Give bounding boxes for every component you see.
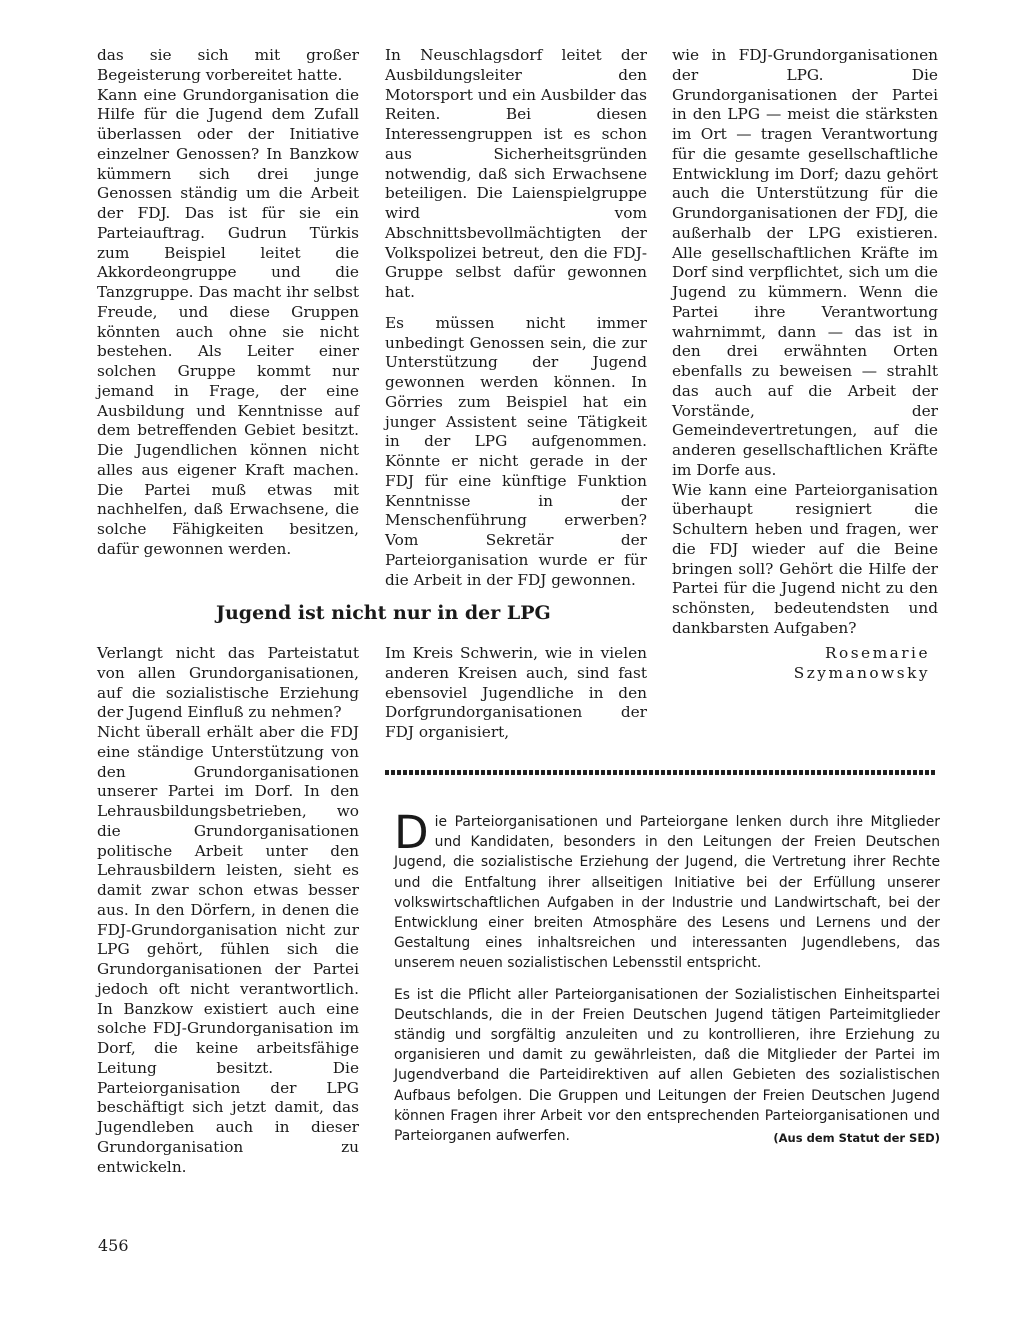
drop-cap: D [394,806,429,859]
paragraph: Wie kann eine Parteiorganisation überhaupt resigniert die Schultern heben und fragen, wer die FDJ wieder auf die Beine bringen soll? Gehört die Hilfe der Partei für die Jugend nicht zu den schönsten, bedeutendsten und dankbarsten Aufgaben? [672,480,938,637]
statute-paragraph-1 [394,806,940,974]
paragraph: Es müssen nicht immer unbedingt Genossen sein, die zur Unterstützung der Jugend gewonnen werden können. In Görries zum Beispiel hat ein junger Assistent seine Tätigkeit in der LPG aufgenommen. Könnte er nicht gerade in der FDJ für eine künftige Funktion Kenntnisse in der Menschenführung erwerben? Vom Sekretär der Parteiorganisation wurde er für die Arbeit in der FDJ gewonnen. [385,313,647,589]
page-number: 456 [98,1236,129,1255]
statute-paragraph-2: Es ist die Pflicht aller Parteiorganisationen der Sozialistischen Einheitspartei Deutschlands, die in der Freien Deutschen Jugend tätigen Parteimitglieder ständig und sorgfältig anzuleiten und zu kontrollieren, ihre Erziehung zu organisieren und damit zu gewährleisten, daß die Mitglieder der Partei im Jugendverband die Parteidirektiven auf allen Gebieten des sozialistischen Aufbaus befolgen. Die Gruppen und Leitungen der Freien Deutschen Jugend können Fragen ihrer Arbeit vor den entsprechenden Parteiorganisationen und Parteiorganen aufwerfen. [394,986,940,1145]
paragraph: Im Kreis Schwerin, wie in vielen anderen Kreisen auch, sind fast ebensoviel Jugendliche in den Dorfgrundorganisationen der FDJ organisiert, [385,644,647,741]
section-heading: Jugend ist nicht nur in der LPG [216,602,551,624]
dotted-separator [385,770,937,775]
column-1-top [97,46,359,560]
paragraph: Nicht überall erhält aber die FDJ eine ständige Unterstützung von den Grundorganisationen unserer Partei im Dorf. In den Lehrausbildungsbetrieben, wo die Grundorganisationen politische Arbeit unter den Lehrausbildern leisten, sieht es damit zwar schon etwas besser aus. In den Dörfern, in denen die FDJ-Grundorganisation nicht zur LPG gehört, fühlen sich die Grundorganisationen der Partei jedoch oft nicht verantwortlich. In Banzkow existiert auch eine solche FDJ-Grundorganisation im Dorf, die keine arbeitsfähige Leitung besitzt. Die Parteiorganisation der LPG beschäftigt sich jetzt damit, das Jugendleben auch in dieser Grundorganisation zu entwickeln. [97,723,359,1176]
author-last-name: Szymanowsky [793,663,930,682]
column-3 [672,46,938,683]
column-2-top [385,46,647,590]
paragraph: Verlangt nicht das Parteistatut von allen Grundorganisationen, auf die sozialistische Erziehung der Jugend Einfluß zu nehmen? [97,644,359,722]
paragraph: Kann eine Grundorganisation die Hilfe für die Jugend dem Zufall überlassen oder der Initiative einzelner Genossen? In Banzkow kümmern sich drei junge Genossen ständig um die Arbeit der FDJ. Das ist für sie ein Parteiauftrag. Gudrun Türkis zum Beispiel leitet die Akkordeongruppe und die Tanzgruppe. Das macht ihr selbst Freude, und diese Gruppen könnten auch ohne sie nicht bestehen. Als Leiter einer solchen Gruppe kommt nur jemand in Frage, der eine Ausbildung und Kenntnisse auf dem betreffenden Gebiet besitzt. Die Jugendlichen können nicht alles aus eigener Kraft machen. Die Partei muß etwas mit nachhelfen, daß Erwachsene, die solche Fähigkeiten besitzen, dafür gewonnen werden. [97,85,359,558]
author-name [672,643,938,683]
statute-text: ie Parteiorganisationen und Parteiorgane lenken durch ihre Mitglieder und Kandidaten, besonders in den Leitungen der Freien Deutschen Jugend, die sozialistische Erziehung der Jugend, die Vertretung ihrer Rechte und die Entfaltung ihrer allseitigen Initiative bei der Erfüllung unserer volkswirtschaftlichen Aufgaben in der Industrie und Landwirtschaft, bei der Entwicklung einer breiten Atmosphäre des Lesens und Lernens und der Gestaltung eines inhaltsreichen und interessanten Jugendlebens, das unserem neuen sozialistischen Lebensstil entspricht. [394,814,940,972]
author-first-name: Rosemarie [824,643,930,662]
paragraph: wie in FDJ-Grundorganisationen der LPG. Die Grundorganisationen der Partei in den LPG — meist die stärksten im Ort — tragen Verantwortung für die gesamte gesellschaftliche Entwicklung im Dorf; dazu gehört auch die Unterstützung für die Grundorganisationen der FDJ, die außerhalb der LPG existieren. Alle gesellschaftlichen Kräfte im Dorf sind verpflichtet, sich um die Jugend zu kümmern. Wenn die Partei ihre Verantwortung wahrnimmt, dann — das ist in den drei erwähnten Orten ebenfalls zu beweisen — strahlt das auch auf die Arbeit der Vorstände, der Gemeindevertretungen, auf die anderen gesellschaftlichen Kräfte im Dorfe aus. [672,46,938,479]
paragraph: das sie sich mit großer Begeisterung vorbereitet hatte. [97,46,359,84]
column-2-bottom [385,644,647,743]
column-1-bottom [97,644,359,1177]
statute-quote-box [394,806,940,1148]
paragraph: In Neuschlagsdorf leitet der Ausbildungsleiter den Motorsport und ein Ausbilder das Reiten. Bei diesen Interessengruppen ist es schon aus Sicherheitsgründen notwendig, daß sich Erwachsene beteiligen. Die Laienspielgruppe wird vom Abschnittsbevollmächtigten der Volkspolizei betreut, den die FDJ-Gruppe selbst dafür gewonnen hat. [385,46,647,301]
source-citation: (Aus dem Statut der SED) [773,1131,940,1146]
